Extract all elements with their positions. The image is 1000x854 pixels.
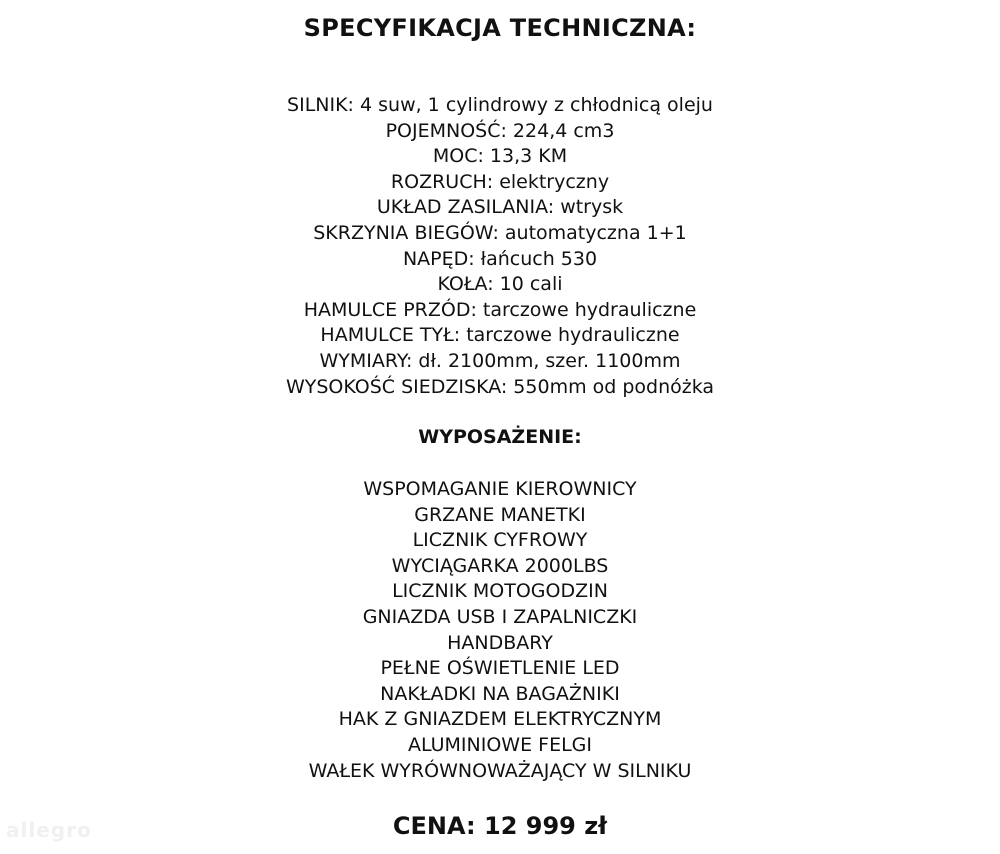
spec-item: MOC: 13,3 KM bbox=[432, 145, 568, 168]
spec-item: NAPĘD: łańcuch 530 bbox=[402, 247, 598, 270]
spec-item: SKRZYNIA BIEGÓW: automatyczna 1+1 bbox=[313, 221, 687, 244]
document-title: SPECYFIKACJA TECHNICZNA: bbox=[303, 14, 697, 42]
equipment-item: PEŁNE OŚWIETLENIE LED bbox=[380, 657, 620, 680]
spec-item: POJEMNOŚĆ: 224,4 cm3 bbox=[385, 119, 615, 142]
equipment-item: GNIAZDA USB I ZAPALNICZKI bbox=[362, 605, 638, 628]
equipment-item: WAŁEK WYRÓWNOWAŻAJĄCY W SILNIKU bbox=[308, 759, 692, 782]
spec-item: HAMULCE TYŁ: tarczowe hydrauliczne bbox=[320, 324, 680, 347]
price: CENA: 12 999 zł bbox=[392, 812, 608, 840]
spec-item: ROZRUCH: elektryczny bbox=[390, 170, 610, 193]
equipment-item: HAK Z GNIAZDEM ELEKTRYCZNYM bbox=[338, 708, 662, 731]
equipment-item: ALUMINIOWE FELGI bbox=[408, 733, 592, 756]
equipment-item: LICZNIK MOTOGODZIN bbox=[392, 580, 608, 603]
spec-item: SILNIK: 4 suw, 1 cylindrowy z chłodnicą oleju bbox=[287, 94, 713, 116]
equipment-list bbox=[0, 477, 1000, 784]
spec-item: KOŁA: 10 cali bbox=[437, 273, 563, 296]
spec-item: HAMULCE PRZÓD: tarczowe hydrauliczne bbox=[303, 298, 697, 321]
equipment-item: WSPOMAGANIE KIEROWNICY bbox=[363, 478, 637, 500]
spec-item: UKŁAD ZASILANIA: wtrysk bbox=[376, 196, 624, 219]
equipment-item: HANDBARY bbox=[447, 631, 553, 654]
equipment-item: NAKŁADKI NA BAGAŻNIKI bbox=[380, 682, 620, 705]
spec-item: WYMIARY: dł. 2100mm, szer. 1100mm bbox=[319, 349, 681, 372]
equipment-item: LICZNIK CYFROWY bbox=[412, 529, 588, 552]
equipment-item: GRZANE MANETKI bbox=[414, 503, 586, 526]
spec-list bbox=[0, 93, 1000, 400]
watermark: allegro bbox=[6, 818, 92, 842]
equipment-item: WYCIĄGARKA 2000LBS bbox=[391, 554, 609, 577]
spec-item: WYSOKOŚĆ SIEDZISKA: 550mm od podnóżka bbox=[285, 375, 715, 398]
equipment-heading: WYPOSAŻENIE: bbox=[418, 426, 582, 448]
